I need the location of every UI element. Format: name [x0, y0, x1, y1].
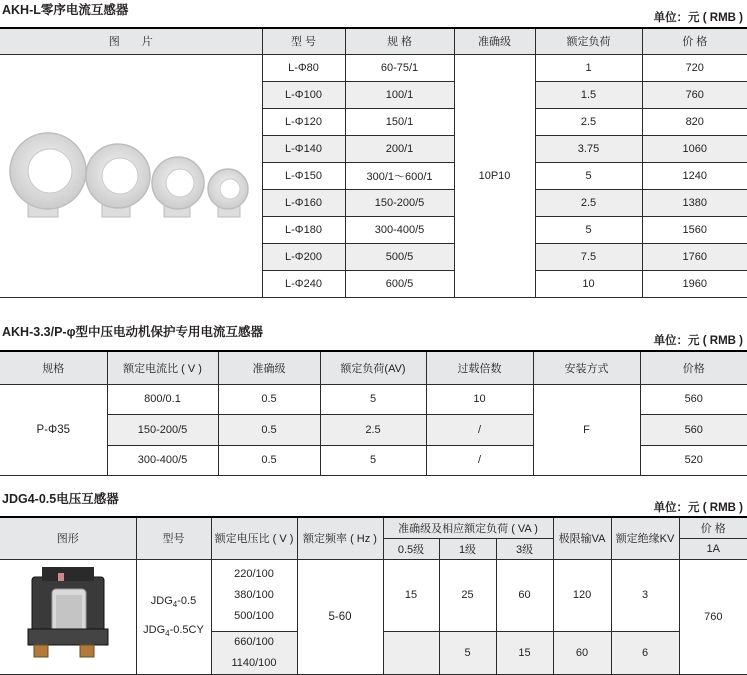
s3-ratio-a0: 220/100 — [234, 567, 274, 580]
s1-load-7: 7.5 — [535, 243, 642, 270]
s1-load-8: 10 — [535, 270, 642, 297]
s2-header-load: 额定负荷(AV) — [320, 351, 426, 384]
s1-price-3: 1060 — [642, 135, 747, 162]
s2-header-price: 价格 — [640, 351, 747, 384]
s2-header-overload: 过载倍数 — [426, 351, 533, 384]
section1-table — [0, 27, 747, 298]
s2-acc-0: 0.5 — [218, 384, 320, 414]
s2-acc-2: 0.5 — [218, 445, 320, 475]
s1-load-2: 2.5 — [535, 108, 642, 135]
s2-header-spec: 规格 — [0, 351, 107, 384]
s2-over-0: 10 — [426, 384, 533, 414]
ring-transformer-icon — [6, 121, 256, 231]
s3-a-insul: 3 — [611, 559, 679, 631]
s2-header-ratio: 额定电流比 ( V ) — [107, 351, 218, 384]
s3-header-limit: 极限输VA — [553, 517, 611, 559]
s3-price: 760 — [679, 559, 747, 674]
s1-spec-8: 600/5 — [345, 270, 454, 297]
s3-header-price: 价 格 — [679, 517, 747, 538]
s1-spec-0: 60-75/1 — [345, 54, 454, 81]
s2-price-1: 560 — [640, 414, 747, 445]
s3-ratios-b — [211, 631, 297, 674]
section1-title: AKH-L零序电流互感器 — [2, 3, 129, 17]
section2-table — [0, 350, 747, 476]
s3-ratio-b1: 1140/100 — [231, 656, 277, 669]
s2-over-2: / — [426, 445, 533, 475]
s2-load-2: 5 — [320, 445, 426, 475]
s3-model-b: $JDG_4-0.5CY$ — [143, 623, 204, 638]
s2-acc-1: 0.5 — [218, 414, 320, 445]
section2-unit: 单位：元 ( RMB ) — [653, 335, 743, 347]
s2-ratio-2: 300-400/5 — [107, 445, 218, 475]
s2-price-0: 560 — [640, 384, 747, 414]
s1-spec-7: 500/5 — [345, 243, 454, 270]
s3-header-class3: 3级 — [496, 538, 553, 559]
s1-model-0: L-Φ80 — [262, 54, 345, 81]
s2-ratio-0: 800/0.1 — [107, 384, 218, 414]
s3-model-a: $JDG_4-0.5$ — [150, 595, 197, 610]
s3-model-cell — [136, 559, 211, 674]
s3-ratio-a1: 380/100 — [234, 588, 274, 601]
s1-spec-6: 300-400/5 — [345, 216, 454, 243]
s1-model-1: L-Φ100 — [262, 81, 345, 108]
s1-price-4: 1240 — [642, 162, 747, 189]
s1-accuracy: 10P10 — [454, 54, 535, 297]
s3-b-insul: 6 — [611, 631, 679, 674]
s3-header-freq: 额定频率 ( Hz ) — [297, 517, 383, 559]
header-accuracy: 准确级 — [454, 28, 535, 54]
voltage-transformer-icon — [18, 563, 118, 671]
ring-transformer-photo — [0, 54, 262, 297]
s3-ratio-b0: 660/100 — [234, 635, 274, 648]
s1-spec-1: 100/1 — [345, 81, 454, 108]
s1-model-2: L-Φ120 — [262, 108, 345, 135]
s1-load-4: 5 — [535, 162, 642, 189]
s2-price-2: 520 — [640, 445, 747, 475]
s3-header-accuracy-group: 准确级及相应额定负荷 ( VA ) — [383, 517, 553, 538]
section3-table — [0, 516, 747, 675]
s1-price-2: 820 — [642, 108, 747, 135]
s3-a-c1: 25 — [439, 559, 496, 631]
s1-load-1: 1.5 — [535, 81, 642, 108]
s1-model-6: L-Φ180 — [262, 216, 345, 243]
s2-header-install: 安装方式 — [533, 351, 640, 384]
header-spec: 规 格 — [345, 28, 454, 54]
s1-spec-5: 150-200/5 — [345, 189, 454, 216]
s1-price-0: 720 — [642, 54, 747, 81]
s2-over-1: / — [426, 414, 533, 445]
s1-price-7: 1760 — [642, 243, 747, 270]
header-picture: 图 片 — [0, 28, 262, 54]
s1-model-3: L-Φ140 — [262, 135, 345, 162]
s3-a-c05: 15 — [383, 559, 439, 631]
s1-price-6: 1560 — [642, 216, 747, 243]
s3-ratios-a — [211, 559, 297, 631]
s3-a-limit: 120 — [553, 559, 611, 631]
s3-freq: 5-60 — [297, 559, 383, 674]
s2-ratio-1: 150-200/5 — [107, 414, 218, 445]
section3-title: JDG4-0.5电压互感器 — [2, 492, 119, 506]
s1-spec-4: 300/1～600/1 — [345, 162, 454, 189]
s3-header-class05: 0.5级 — [383, 538, 439, 559]
header-price: 价 格 — [642, 28, 747, 54]
s1-model-5: L-Φ160 — [262, 189, 345, 216]
s1-price-8: 1960 — [642, 270, 747, 297]
s2-load-0: 5 — [320, 384, 426, 414]
s3-header-ratio: 额定电压比 ( V ) — [211, 517, 297, 559]
s1-load-0: 1 — [535, 54, 642, 81]
s3-header-insulation: 额定绝缘KV — [611, 517, 679, 559]
section2-title: AKH-3.3/P-φ型中压电动机保护专用电流互感器 — [2, 325, 264, 339]
section1-unit: 单位：元 ( RMB ) — [653, 12, 743, 24]
s2-install: F — [533, 384, 640, 475]
s3-ratio-a2: 500/100 — [234, 609, 274, 622]
s2-model: P-Φ35 — [0, 384, 107, 475]
s3-header-class1: 1级 — [439, 538, 496, 559]
s1-load-3: 3.75 — [535, 135, 642, 162]
s1-model-4: L-Φ150 — [262, 162, 345, 189]
header-model: 型 号 — [262, 28, 345, 54]
s3-header-price-sub: 1A — [679, 538, 747, 559]
s2-header-accuracy: 准确级 — [218, 351, 320, 384]
s1-spec-3: 200/1 — [345, 135, 454, 162]
header-load: 额定负荷 — [535, 28, 642, 54]
s3-b-c3: 15 — [496, 631, 553, 674]
s3-header-figure: 图形 — [0, 517, 136, 559]
s3-b-c1: 5 — [439, 631, 496, 674]
s1-load-5: 2.5 — [535, 189, 642, 216]
s3-b-c05 — [383, 631, 439, 674]
voltage-transformer-photo — [0, 559, 136, 674]
s1-spec-2: 150/1 — [345, 108, 454, 135]
s3-header-model: 型号 — [136, 517, 211, 559]
s2-load-1: 2.5 — [320, 414, 426, 445]
s1-model-8: L-Φ240 — [262, 270, 345, 297]
s1-price-5: 1380 — [642, 189, 747, 216]
s3-a-c3: 60 — [496, 559, 553, 631]
s3-b-limit: 60 — [553, 631, 611, 674]
s1-load-6: 5 — [535, 216, 642, 243]
section3-unit: 单位：元 ( RMB ) — [653, 502, 743, 514]
s1-price-1: 760 — [642, 81, 747, 108]
s1-model-7: L-Φ200 — [262, 243, 345, 270]
